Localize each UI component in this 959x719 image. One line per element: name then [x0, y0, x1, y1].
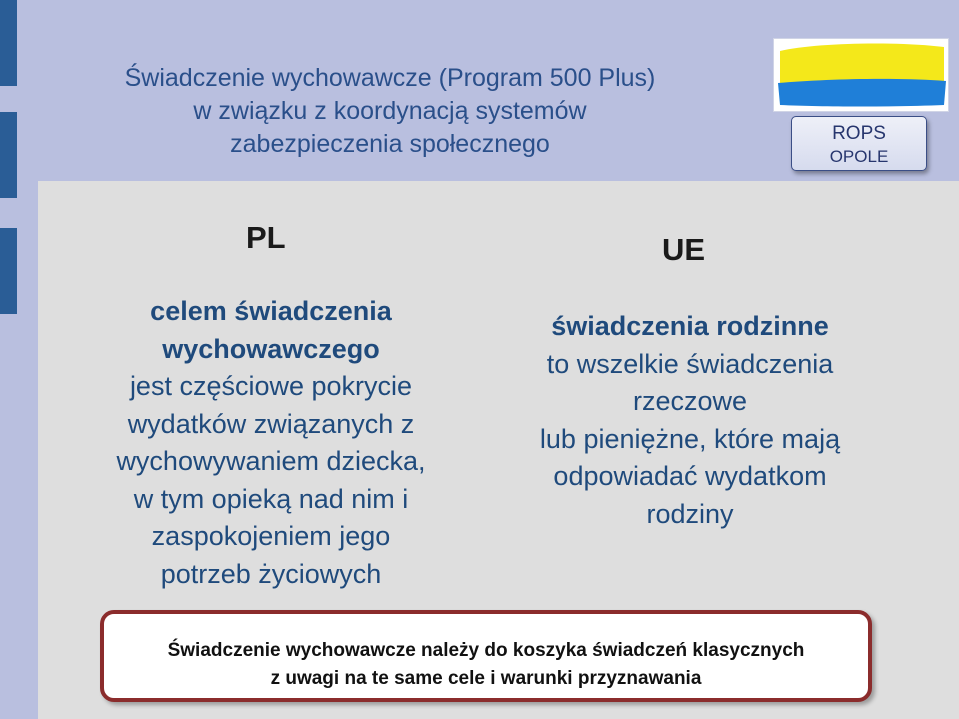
pl-definition — [56, 293, 486, 593]
rops-opole-badge — [791, 116, 927, 171]
side-bar-middle — [0, 112, 17, 198]
note-text — [100, 637, 872, 693]
pl-bold-line-1: celem świadczenia — [150, 296, 392, 326]
note-line-2: z uwagi na te same cele i warunki przyznawania — [270, 668, 702, 689]
ue-bold-line: świadczenia rodzinne — [551, 311, 829, 341]
side-bar-top — [0, 0, 17, 86]
pl-bold-line-2: wychowawczego — [162, 333, 380, 364]
pl-line-5: zaspokojeniem jego — [151, 521, 391, 551]
badge-line-2: OPOLE — [829, 147, 889, 166]
flag-logo-icon — [774, 39, 948, 111]
badge-line-1: ROPS — [832, 123, 886, 144]
pl-line-1: jest częściowe pokrycie — [129, 371, 413, 401]
title-line-2: w związku z koordynacją systemów — [193, 97, 587, 125]
side-bar-bottom — [0, 228, 17, 314]
ue-line-2: rzeczowe — [632, 386, 748, 416]
rops-logo — [773, 38, 949, 112]
ue-heading: UE — [662, 232, 706, 267]
ue-line-4: odpowiadać wydatkom — [553, 461, 827, 491]
title-line-1: Świadczenie wychowawcze (Program 500 Plus) — [124, 64, 656, 92]
ue-line-1: to wszelkie świadczenia — [546, 348, 834, 379]
pl-line-4: w tym opieką nad nim i — [133, 483, 409, 514]
title-line-3: zabezpieczenia społecznego — [230, 130, 550, 158]
pl-heading: PL — [246, 220, 286, 255]
slide-title — [30, 62, 750, 161]
pl-line-3: wychowywaniem dziecka, — [116, 446, 426, 476]
ue-definition — [470, 308, 910, 533]
pl-line-2: wydatków związanych z — [127, 408, 415, 439]
ue-line-3: lub pieniężne, które mają — [539, 423, 841, 454]
ue-line-5: rodziny — [646, 498, 734, 529]
note-line-1: Świadczenie wychowawcze należy do koszyka świadczeń klasycznych — [167, 640, 805, 661]
pl-line-6: potrzeb życiowych — [160, 558, 382, 589]
